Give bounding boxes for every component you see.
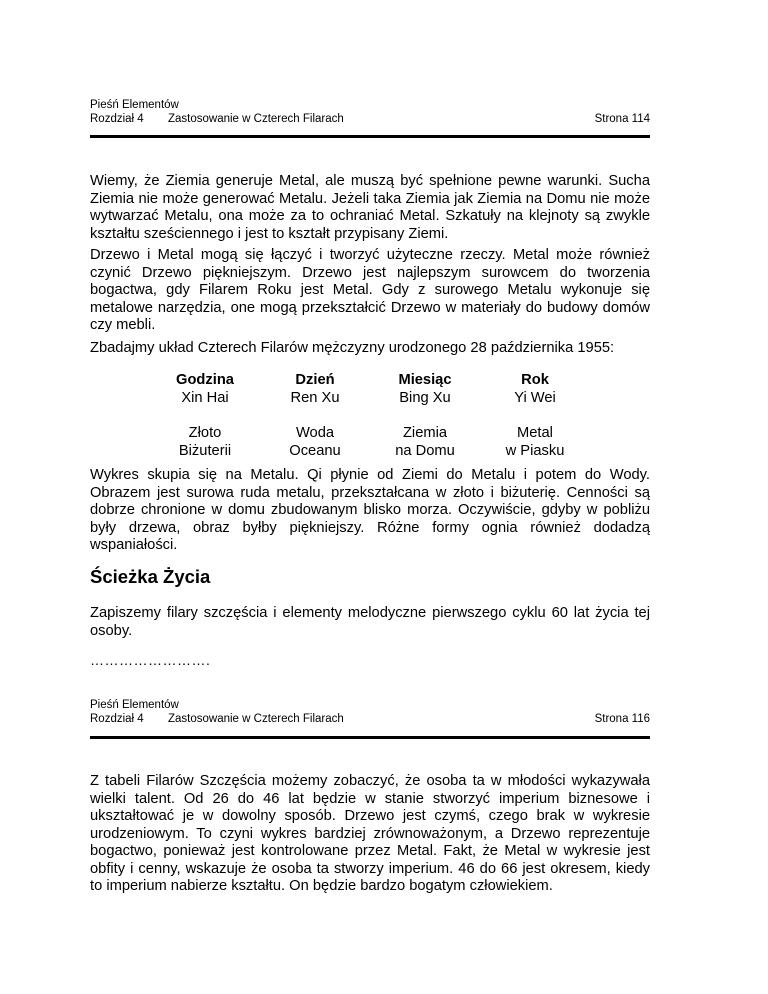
pillar-element: Złoto (188, 425, 222, 441)
chapter-title: Zastosowanie w Czterech Filarach (168, 713, 344, 725)
chapter-label: Rozdział 4 (90, 113, 144, 125)
pillar-element: Metal (517, 425, 553, 441)
header-divider (90, 736, 650, 739)
pillar-stem: Bing Xu (399, 389, 451, 406)
pillar-element: na Domu (395, 442, 455, 459)
pillar-element: Oceanu (289, 442, 341, 459)
pillar-header-hour: Godzina (176, 372, 234, 388)
paragraph: Wykres skupia się na Metalu. Qi płynie od Ziemi do Metalu i potem do Wody. Obrazem jest surowa ruda metalu, przekształcana w złoto i biżuterię. Cenności są dobrze chronione w domu zbudowanym blisko morza. Oczywiście, gdyby w pobliżu były drzewa, obraz byłby piękniejszy. Różne formy ognia również dodadzą wspaniałości. (90, 467, 650, 553)
pillar-element: Woda (295, 425, 335, 441)
pillar-header-year: Rok (521, 372, 549, 388)
paragraph: Zapiszemy filary szczęścia i elementy melodyczne pierwszego cyklu 60 lat życia tej osoby. (90, 605, 650, 639)
pillar-stem: Xin Hai (181, 389, 229, 406)
pillar-element: Ziemia (402, 425, 448, 441)
page-header-116 (90, 698, 650, 726)
book-title: Pieśń Elementów (90, 99, 179, 111)
section-title: Ścieżka Życia (90, 566, 211, 587)
paragraph: Drzewo i Metal mogą się łączyć i tworzyć użyteczne rzeczy. Metal może również czynić Drzewo piękniejszym. Drzewo jest najlepszym surowcem do tworzenia bogactwa, gdy Filarem Roku jest Metal. Gdy z surowego Metalu wykonuje się metalowe narzędzia, one mogą przekształcić Drzewo w materiały do budowy domów czy mebli. (90, 247, 650, 333)
pillars-stem-row (150, 390, 610, 408)
pillar-stem: Ren Xu (290, 389, 340, 406)
pillar-stem: Yi Wei (514, 389, 556, 406)
pillars-element-row-2 (150, 443, 610, 461)
pillars-element-row-1 (150, 425, 610, 443)
ellipsis-separator: ……………………. (90, 652, 211, 668)
book-title: Pieśń Elementów (90, 699, 179, 711)
pillar-header-day: Dzień (295, 372, 335, 388)
chapter-title: Zastosowanie w Czterech Filarach (168, 113, 344, 125)
pillar-header-month: Miesiąc (398, 372, 452, 388)
paragraph: Zbadajmy układ Czterech Filarów mężczyzny urodzonego 28 października 1955: (90, 340, 615, 356)
page-header-114 (90, 98, 650, 126)
header-divider (90, 135, 650, 138)
four-pillars-table (150, 372, 610, 460)
pillar-element: w Piasku (505, 442, 565, 459)
page-number: Strona 116 (594, 713, 650, 725)
pillars-header-row (150, 372, 610, 390)
paragraph: Wiemy, że Ziemia generuje Metal, ale muszą być spełnione pewne warunki. Sucha Ziemia nie może generować Metalu. Jeżeli taka Ziemia jak Ziemia na Domu nie może wytwarzać Metalu, ona może za to ochraniać Metal. Szkatuły na klejnoty są zwykle kształtu sześciennego i jest to kształt przypisany Ziemi. (90, 173, 650, 242)
chapter-label: Rozdział 4 (90, 713, 144, 725)
paragraph: Z tabeli Filarów Szczęścia możemy zobaczyć, że osoba ta w młodości wykazywała wielki talent. Od 26 do 46 lat będzie w stanie stworzyć imperium biznesowe i ukształtować je w dowolny sposób. Drzewo jest czymś, czego brak w wykresie urodzeniowym. To czyni wykres bardziej zrównoważonym, a Drzewo reprezentuje bogactwo, ponieważ jest kontrolowane przez Metal. Fakt, że Metal w wykresie jest obfity i cenny, wskazuje że osoba ta stworzy imperium. 46 do 66 jest okresem, kiedy to imperium nabierze kształtu. On będzie bardzo bogatym człowiekiem. (90, 773, 650, 894)
pillar-element: Biżuterii (178, 442, 232, 459)
page-number: Strona 114 (594, 113, 650, 125)
